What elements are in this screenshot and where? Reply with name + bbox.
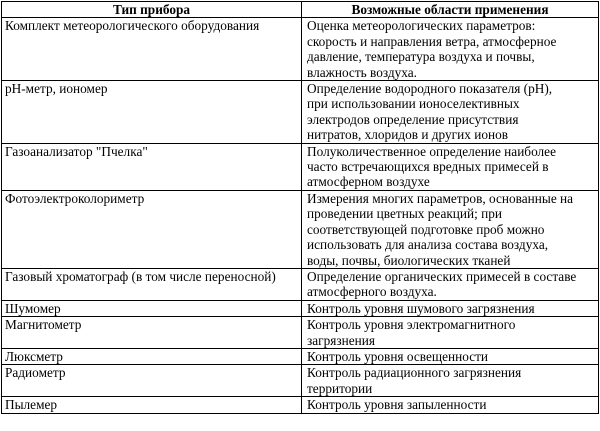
application-line: при использовании ионоселективных [307,96,520,112]
device-name-cell: Магнитометр [2,317,302,349]
table-row [2,300,599,316]
application-cell [302,300,599,316]
device-name-cell: Газовый хроматограф (в том числе переносной) [2,268,302,300]
device-name-cell: Фотоэлектроколориметр [2,190,302,268]
table-body [2,18,599,413]
application-cell [302,317,599,349]
application-line: Контроль уровня шумового загрязнения [307,300,535,316]
device-name-cell: Шумомер [2,300,302,316]
application-cell [302,365,599,397]
header-application-areas: Возможные области применения [302,2,599,18]
application-line: проведении цветных реакций; при [307,206,503,222]
device-name-cell: Люксметр [2,348,302,364]
header-device-type: Тип прибора [2,2,302,18]
table-row [2,317,599,349]
application-line: Полуколичественное определение наиболее [307,143,556,159]
application-line: Измерения многих параметров, основанные на [307,190,574,206]
application-line: Определение водородного показателя (pH), [307,81,553,97]
table-row [2,348,599,364]
device-name-cell: Радиометр [2,365,302,397]
application-line: влажность воздуха. [307,64,417,80]
table-row [2,81,599,144]
application-line: атмосферного воздуха. [307,284,437,300]
application-line: соответствующей подготовке проб можно [307,221,545,237]
application-line: Контроль уровня запыленности [307,397,487,413]
table-row [2,397,599,413]
application-cell [302,81,599,144]
application-cell [302,18,599,81]
application-cell [302,397,599,413]
application-line: часто встречающихся вредных примесей в [307,159,549,175]
application-line: скорость и направления ветра, атмосферное [307,33,557,49]
table-row [2,18,599,81]
table-row [2,143,599,190]
application-line: территории [307,380,373,396]
application-cell [302,268,599,300]
table-row [2,190,599,268]
application-line: давление, температура воздуха и почвы, [307,49,535,65]
application-line: загрязнения [307,332,375,348]
application-cell [302,348,599,364]
application-line: Контроль уровня освещенности [307,348,489,364]
application-line: Контроль радиационного загрязнения [307,365,522,381]
table-row [2,365,599,397]
application-line: нитратов, хлоридов и других ионов [307,127,509,143]
application-line: воды, почвы, биологических тканей [307,252,511,268]
application-line: использовать для анализа состава воздуха, [307,237,549,253]
table-row [2,268,599,300]
application-line: Контроль уровня электромагнитного [307,317,516,333]
application-line: Оценка метеорологических параметров: [307,18,536,34]
device-name-cell: Комплект метеорологического оборудования [2,18,302,81]
device-name-cell: pH-метр, иономер [2,81,302,144]
application-line: электродов определение присутствия [307,111,519,127]
device-name-cell: Газоанализатор "Пчелка" [2,143,302,190]
application-cell [302,190,599,268]
application-line: Определение органических примесей в составе [307,268,577,284]
device-name-cell: Пылемер [2,397,302,413]
header-row [2,2,599,18]
application-cell [302,143,599,190]
devices-table [1,1,599,414]
application-line: атмосферном воздухе [307,174,430,190]
